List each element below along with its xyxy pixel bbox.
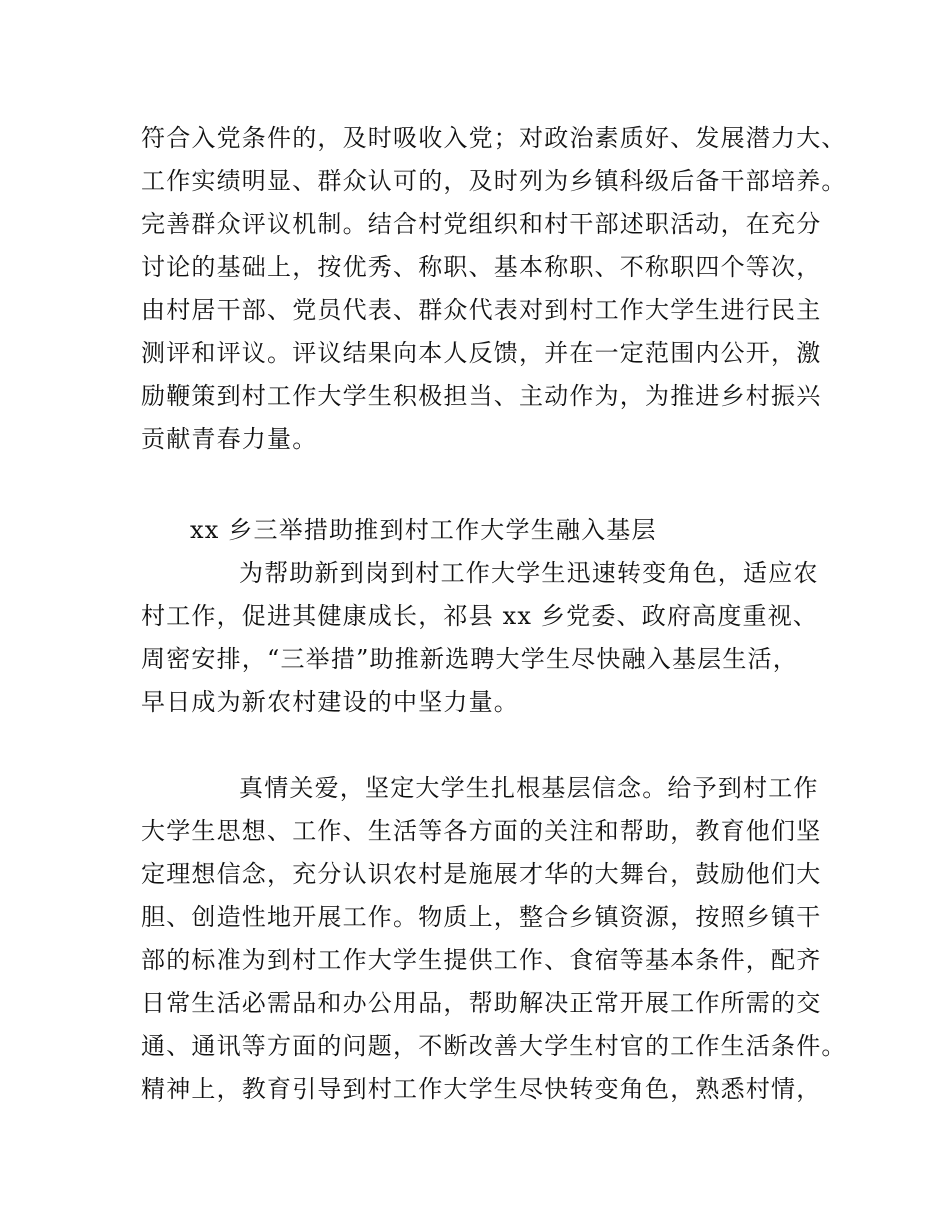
paragraph-3-line-7: 通、通讯等方面的问题，不断改善大学生村官的工作生活条件。: [141, 1032, 847, 1060]
paragraph-2-line-2: 村工作，促进其健康成长，祁县 xx 乡党委、政府高度重视、: [141, 602, 819, 630]
paragraph-1-line-8: 贡献青春力量。: [141, 425, 318, 453]
paragraph-1-line-3: 完善群众评议机制。结合村党组织和村干部述职活动，在充分: [141, 210, 822, 238]
paragraph-2-line-1: 为帮助新到岗到村工作大学生迅速转变角色，适应农: [239, 559, 819, 587]
paragraph-2-line-4: 早日成为新农村建设的中坚力量。: [141, 688, 519, 716]
paragraph-1-line-1: 符合入党条件的，及时吸收入党；对政治素质好、发展潜力大、: [141, 124, 847, 152]
paragraph-1-line-6: 测评和评议。评议结果向本人反馈，并在一定范围内公开，激: [141, 339, 822, 367]
paragraph-3-line-6: 日常生活必需品和办公用品，帮助解决正常开展工作所需的交: [141, 989, 822, 1017]
paragraph-1-line-2: 工作实绩明显、群众认可的，及时列为乡镇科级后备干部培养。: [141, 167, 847, 195]
paragraph-3-line-2: 大学生思想、工作、生活等各方面的关注和帮助，教育他们坚: [141, 817, 822, 845]
paragraph-3-line-1: 真情关爱，坚定大学生扎根基层信念。给予到村工作: [239, 774, 819, 802]
paragraph-1-line-5: 由村居干部、党员代表、群众代表对到村工作大学生进行民主: [141, 296, 822, 324]
paragraph-3-line-4: 胆、创造性地开展工作。物质上，整合乡镇资源，按照乡镇干: [141, 903, 822, 931]
section-title: xx 乡三举措助推到村工作大学生融入基层: [190, 516, 657, 544]
paragraph-3-line-5: 部的标准为到村工作大学生提供工作、食宿等基本条件，配齐: [141, 946, 822, 974]
paragraph-3-line-8: 精神上，教育引导到村工作大学生尽快转变角色，熟悉村情，: [141, 1075, 822, 1103]
paragraph-1-line-4: 讨论的基础上，按优秀、称职、基本称职、不称职四个等次，: [141, 253, 822, 281]
paragraph-1-line-7: 励鞭策到村工作大学生积极担当、主动作为，为推进乡村振兴: [141, 382, 822, 410]
paragraph-3-line-3: 定理想信念，充分认识农村是施展才华的大舞台，鼓励他们大: [141, 860, 822, 888]
paragraph-2-line-3: 周密安排，“三举措”助推新选聘大学生尽快融入基层生活，: [141, 645, 798, 673]
